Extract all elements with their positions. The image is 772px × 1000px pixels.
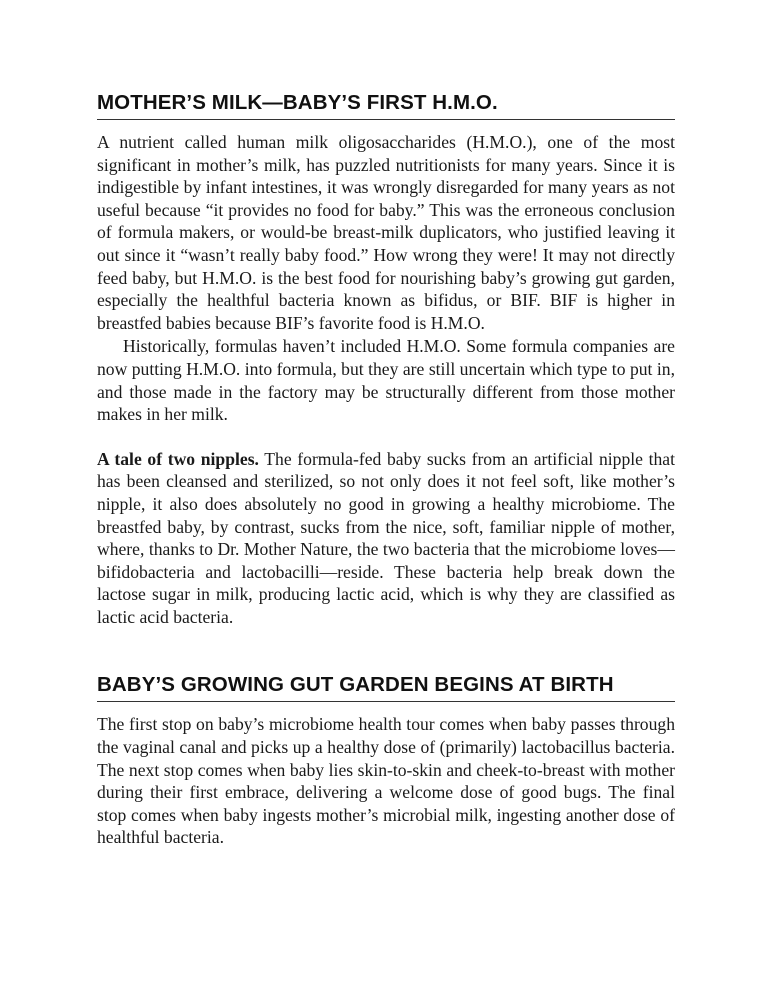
- body-paragraph-microbiome-tour: The first stop on baby’s microbiome health tour comes when baby passes through the vaginal canal and picks up a healthy dose of (primarily) lactobacillus bacteria. The next stop comes when baby lies skin-to-skin and cheek-to-breast with mother during their first embrace, delivering a welcome dose of good bugs. The final stop comes when baby ingests mother’s microbial milk, ingesting another dose of healthful bacteria.: [97, 714, 675, 848]
- body-paragraph-hmo-formulas: Historically, formulas haven’t included H.M.O. Some formula companies are now putting H.M.O. into formula, but they are still uncertain which type to put in, and those made in the factory may be structurally different from those mother makes in her milk.: [97, 336, 675, 425]
- book-page: [97, 90, 675, 849]
- subsection-lead-in: A tale of two nipples.: [97, 448, 259, 469]
- body-paragraph-hmo-intro: A nutrient called human milk oligosaccharides (H.M.O.), one of the most significant in mother’s milk, has puzzled nutritionists for many years. Since it is indigestible by infant intestines, it was wrongly disregarded for many years as not useful because “it provides no food for baby.” This was the erroneous conclusion of formula makers, or would-be breast-milk duplicators, who justified leaving it out since it “wasn’t really baby food.” How wrong they were! It may not directly feed baby, but H.M.O. is the best food for nourishing baby’s growing gut garden, especially the healthful bacteria known as bifidus, or BIF. BIF is higher in breastfed babies because BIF’s favorite food is H.M.O.: [97, 132, 675, 333]
- subsection-body-text: The formula-fed baby sucks from an artificial nipple that has been cleansed and sterilized, so not only does it not feel soft, like mother’s nipple, it also does absolutely no good in growing a healthy microbiome. The breastfed baby, by contrast, sucks from the nice, soft, familiar nipple of mother, where, thanks to Dr. Mother Nature, the two bacteria that the microbiome loves—bifidobacteria and lactobacilli—reside. These bacteria help break down the lactose sugar in milk, producing lactic acid, which is why they are classified as lactic acid bacteria.: [97, 448, 675, 627]
- section-heading-gut-garden: BABY’S GROWING GUT GARDEN BEGINS AT BIRTH: [97, 672, 675, 702]
- subsection-tale-of-two-nipples: [97, 448, 675, 629]
- section-heading-mothers-milk: MOTHER’S MILK—BABY’S FIRST H.M.O.: [97, 90, 675, 120]
